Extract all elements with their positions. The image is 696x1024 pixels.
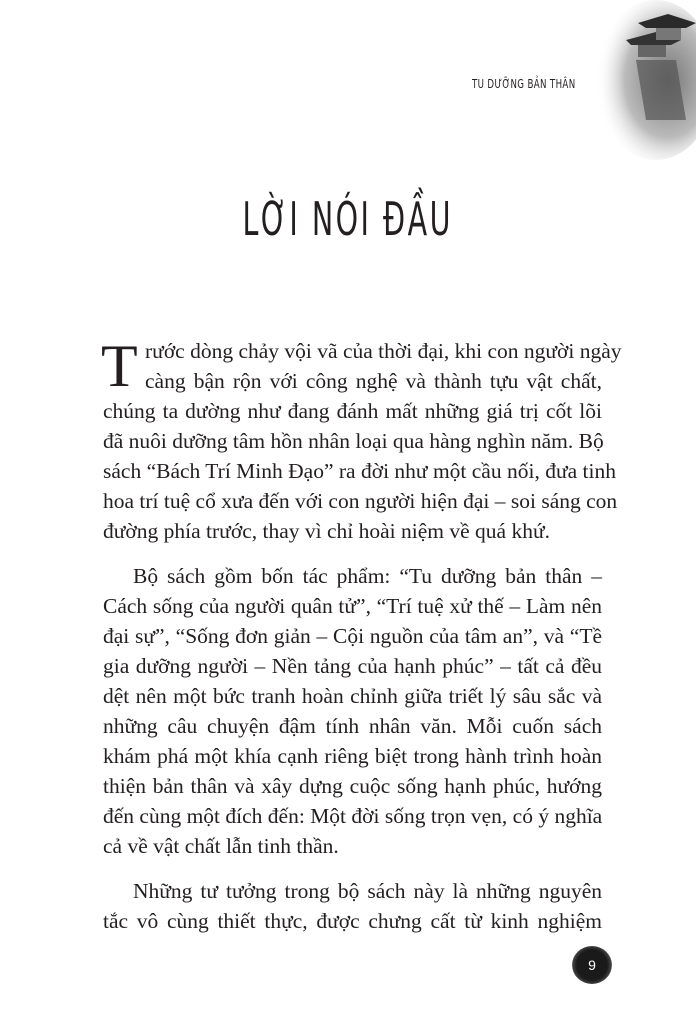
text-line: Cách sống của người quân tử”, “Trí tuệ xử thế – Làm nên — [103, 594, 602, 618]
text-line: thiện bản thân và xây dựng cuộc sống hạnh phúc, hướng — [103, 774, 602, 798]
running-header: TU DƯỠNG BẢN THÂN — [472, 77, 576, 91]
text-line: chúng ta dường như đang đánh mất những giá trị cốt lõi — [103, 399, 602, 423]
text-line: đến cùng một đích đến: Một đời sống trọn vẹn, có ý nghĩa — [103, 804, 603, 828]
text-line: đường phía trước, thay vì chỉ hoài niệm về quá khứ. — [103, 519, 550, 543]
page-title-text: LỜI NÓI ĐẦU — [242, 192, 454, 246]
pagoda-illustration — [576, 0, 696, 160]
paragraph-3 — [103, 876, 602, 936]
text-line: đại sự”, “Sống đơn giản – Cội nguồn của tâm an”, và “Tề — [103, 624, 602, 648]
text-line: dệt nên một bức tranh hoàn chỉnh giữa triết lý sâu sắc và — [103, 684, 602, 708]
text-line: đã nuôi dưỡng tâm hồn nhân loại qua hàng nghìn năm. Bộ — [103, 429, 604, 453]
text-line: sách “Bách Trí Minh Đạo” ra đời như một cầu nối, đưa tinh — [103, 459, 616, 483]
drop-cap: T — [101, 333, 138, 399]
text-line: Bộ sách gồm bốn tác phẩm: “Tu dưỡng bản thân – — [133, 564, 602, 588]
paragraph-2 — [103, 561, 602, 861]
text-line: rước dòng chảy vội vã của thời đại, khi con người ngày — [145, 339, 622, 363]
text-line: cả về vật chất lẫn tinh thần. — [103, 834, 339, 858]
text-line: hoa trí tuệ cổ xưa đến với con người hiện đại – soi sáng con — [103, 489, 618, 513]
text-line: khám phá một khía cạnh riêng biệt trong hành trình hoàn — [103, 744, 602, 768]
text-line: càng bận rộn với công nghệ và thành tựu vật chất, — [145, 369, 602, 393]
paragraph-1 — [101, 333, 622, 546]
body-text — [101, 333, 622, 951]
text-line: tắc vô cùng thiết thực, được chưng cất từ kinh nghiệm — [103, 909, 602, 933]
text-line: Những tư tưởng trong bộ sách này là những nguyên — [133, 879, 602, 903]
text-line: gia dưỡng người – Nền tảng của hạnh phúc” – tất cả đều — [103, 654, 602, 678]
page-title — [0, 192, 696, 246]
page-number: 9 — [572, 946, 612, 984]
text-line: những câu chuyện đậm tính nhân văn. Mỗi cuốn sách — [103, 714, 602, 738]
